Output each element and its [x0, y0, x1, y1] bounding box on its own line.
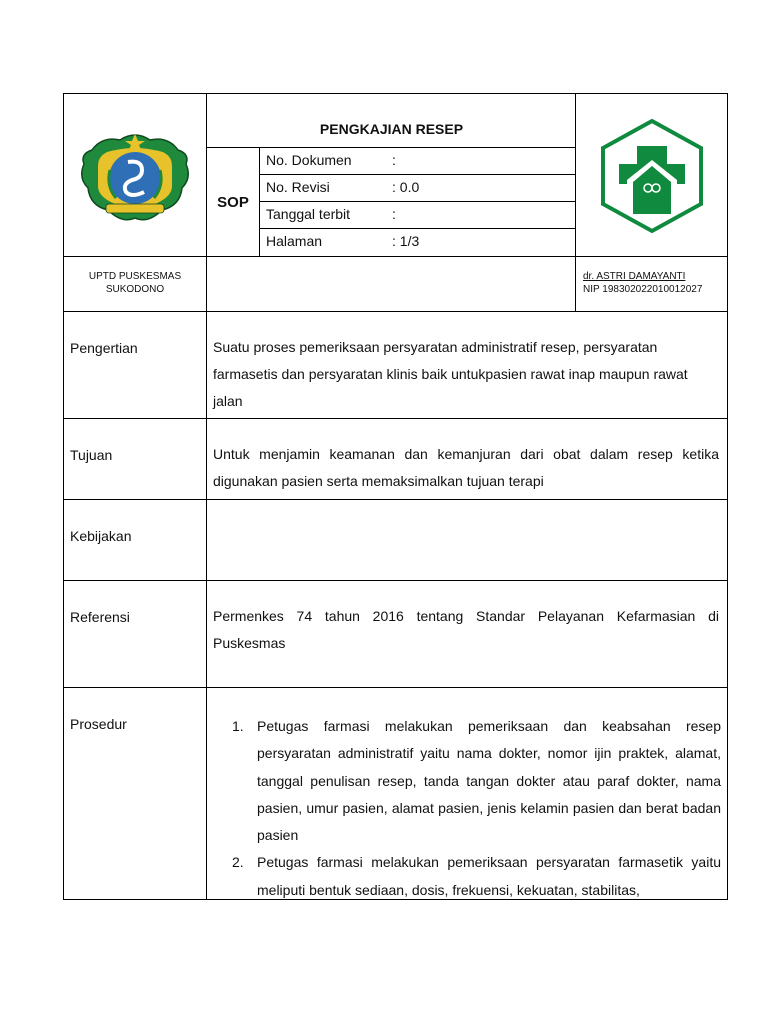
section-referensi [64, 581, 727, 688]
procedure-content [207, 688, 727, 904]
step-number: 2. [232, 854, 244, 871]
step-text: Petugas farmasi melakukan pemeriksaan persyaratan farmasetik yaitu meliputi bentuk sediaan, dosis, frekuensi, kekuatan, stabilitas, [257, 854, 721, 898]
section-label: Tujuan [64, 419, 207, 499]
organization-row [64, 257, 727, 312]
meta-row-issue-date [260, 202, 576, 229]
puskesmas-logo-icon [597, 118, 707, 234]
sop-document [63, 93, 728, 900]
step-number: 1. [232, 718, 244, 734]
section-text: Untuk menjamin keamanan dan kemanjuran dari obat dalam resep ketika digunakan pasien serta memaksimalkan tujuan terapi [213, 446, 719, 489]
section-label: Prosedur [64, 688, 207, 899]
list-item [232, 713, 721, 849]
meta-row-page [260, 229, 576, 256]
step-text: Petugas farmasi melakukan pemeriksaan dan keabsahan resep persyaratan administratif yaitu nama dokter, nomor ijin praktek, alamat, tanggal penulisan resep, tanda tangan dokter atau paraf dokter, nama pasien, umur pasien, alamat pasien, jenis kelamin pasien dan berat badan pasien [257, 718, 721, 844]
puskesmas-logo-cell [576, 94, 727, 257]
meta-label: No. Dokumen [266, 152, 352, 168]
meta-label: Tanggal terbit [266, 206, 351, 222]
section-tujuan [64, 419, 727, 500]
signatory-nip: NIP 198302022010012027 [583, 284, 703, 295]
section-text: Permenkes 74 tahun 2016 tentang Standar Pelayanan Kefarmasian di Puskesmas [213, 608, 719, 651]
list-item [232, 849, 721, 904]
regency-emblem-icon [76, 126, 194, 226]
meta-label: No. Revisi [266, 179, 330, 195]
organization-line: SUKODONO [105, 284, 165, 295]
document-title: PENGKAJIAN RESEP [207, 94, 576, 148]
signatory-name: dr. ASTRI DAMAYANTI [583, 271, 686, 282]
document-header [64, 94, 727, 257]
title-cell [207, 94, 576, 257]
section-label: Kebijakan [64, 500, 207, 580]
procedure-list [207, 688, 727, 904]
meta-value: : [392, 152, 396, 168]
signatory [576, 257, 727, 312]
section-label: Referensi [64, 581, 207, 687]
regency-logo-cell [64, 94, 207, 257]
section-label: Pengertian [64, 312, 207, 418]
meta-value: : 1/3 [392, 233, 420, 249]
section-text [207, 500, 727, 522]
section-kebijakan [64, 500, 727, 581]
organization-name [64, 257, 207, 312]
organization-line: UPTD PUSKESMAS [88, 271, 182, 282]
meta-value: : 0.0 [392, 179, 420, 195]
section-prosedur [64, 688, 727, 899]
meta-label: Halaman [266, 233, 323, 249]
meta-row-revision [260, 175, 576, 202]
empty-cell [207, 257, 576, 312]
sop-label: SOP [207, 148, 260, 257]
meta-value: : [392, 206, 396, 222]
meta-row-document-number [260, 148, 576, 175]
section-text: Suatu proses pemeriksaan persyaratan administratif resep, persyaratan farmasetis dan persyaratan klinis baik untukpasien rawat inap maupun rawat jalan [213, 339, 688, 409]
section-pengertian [64, 312, 727, 419]
